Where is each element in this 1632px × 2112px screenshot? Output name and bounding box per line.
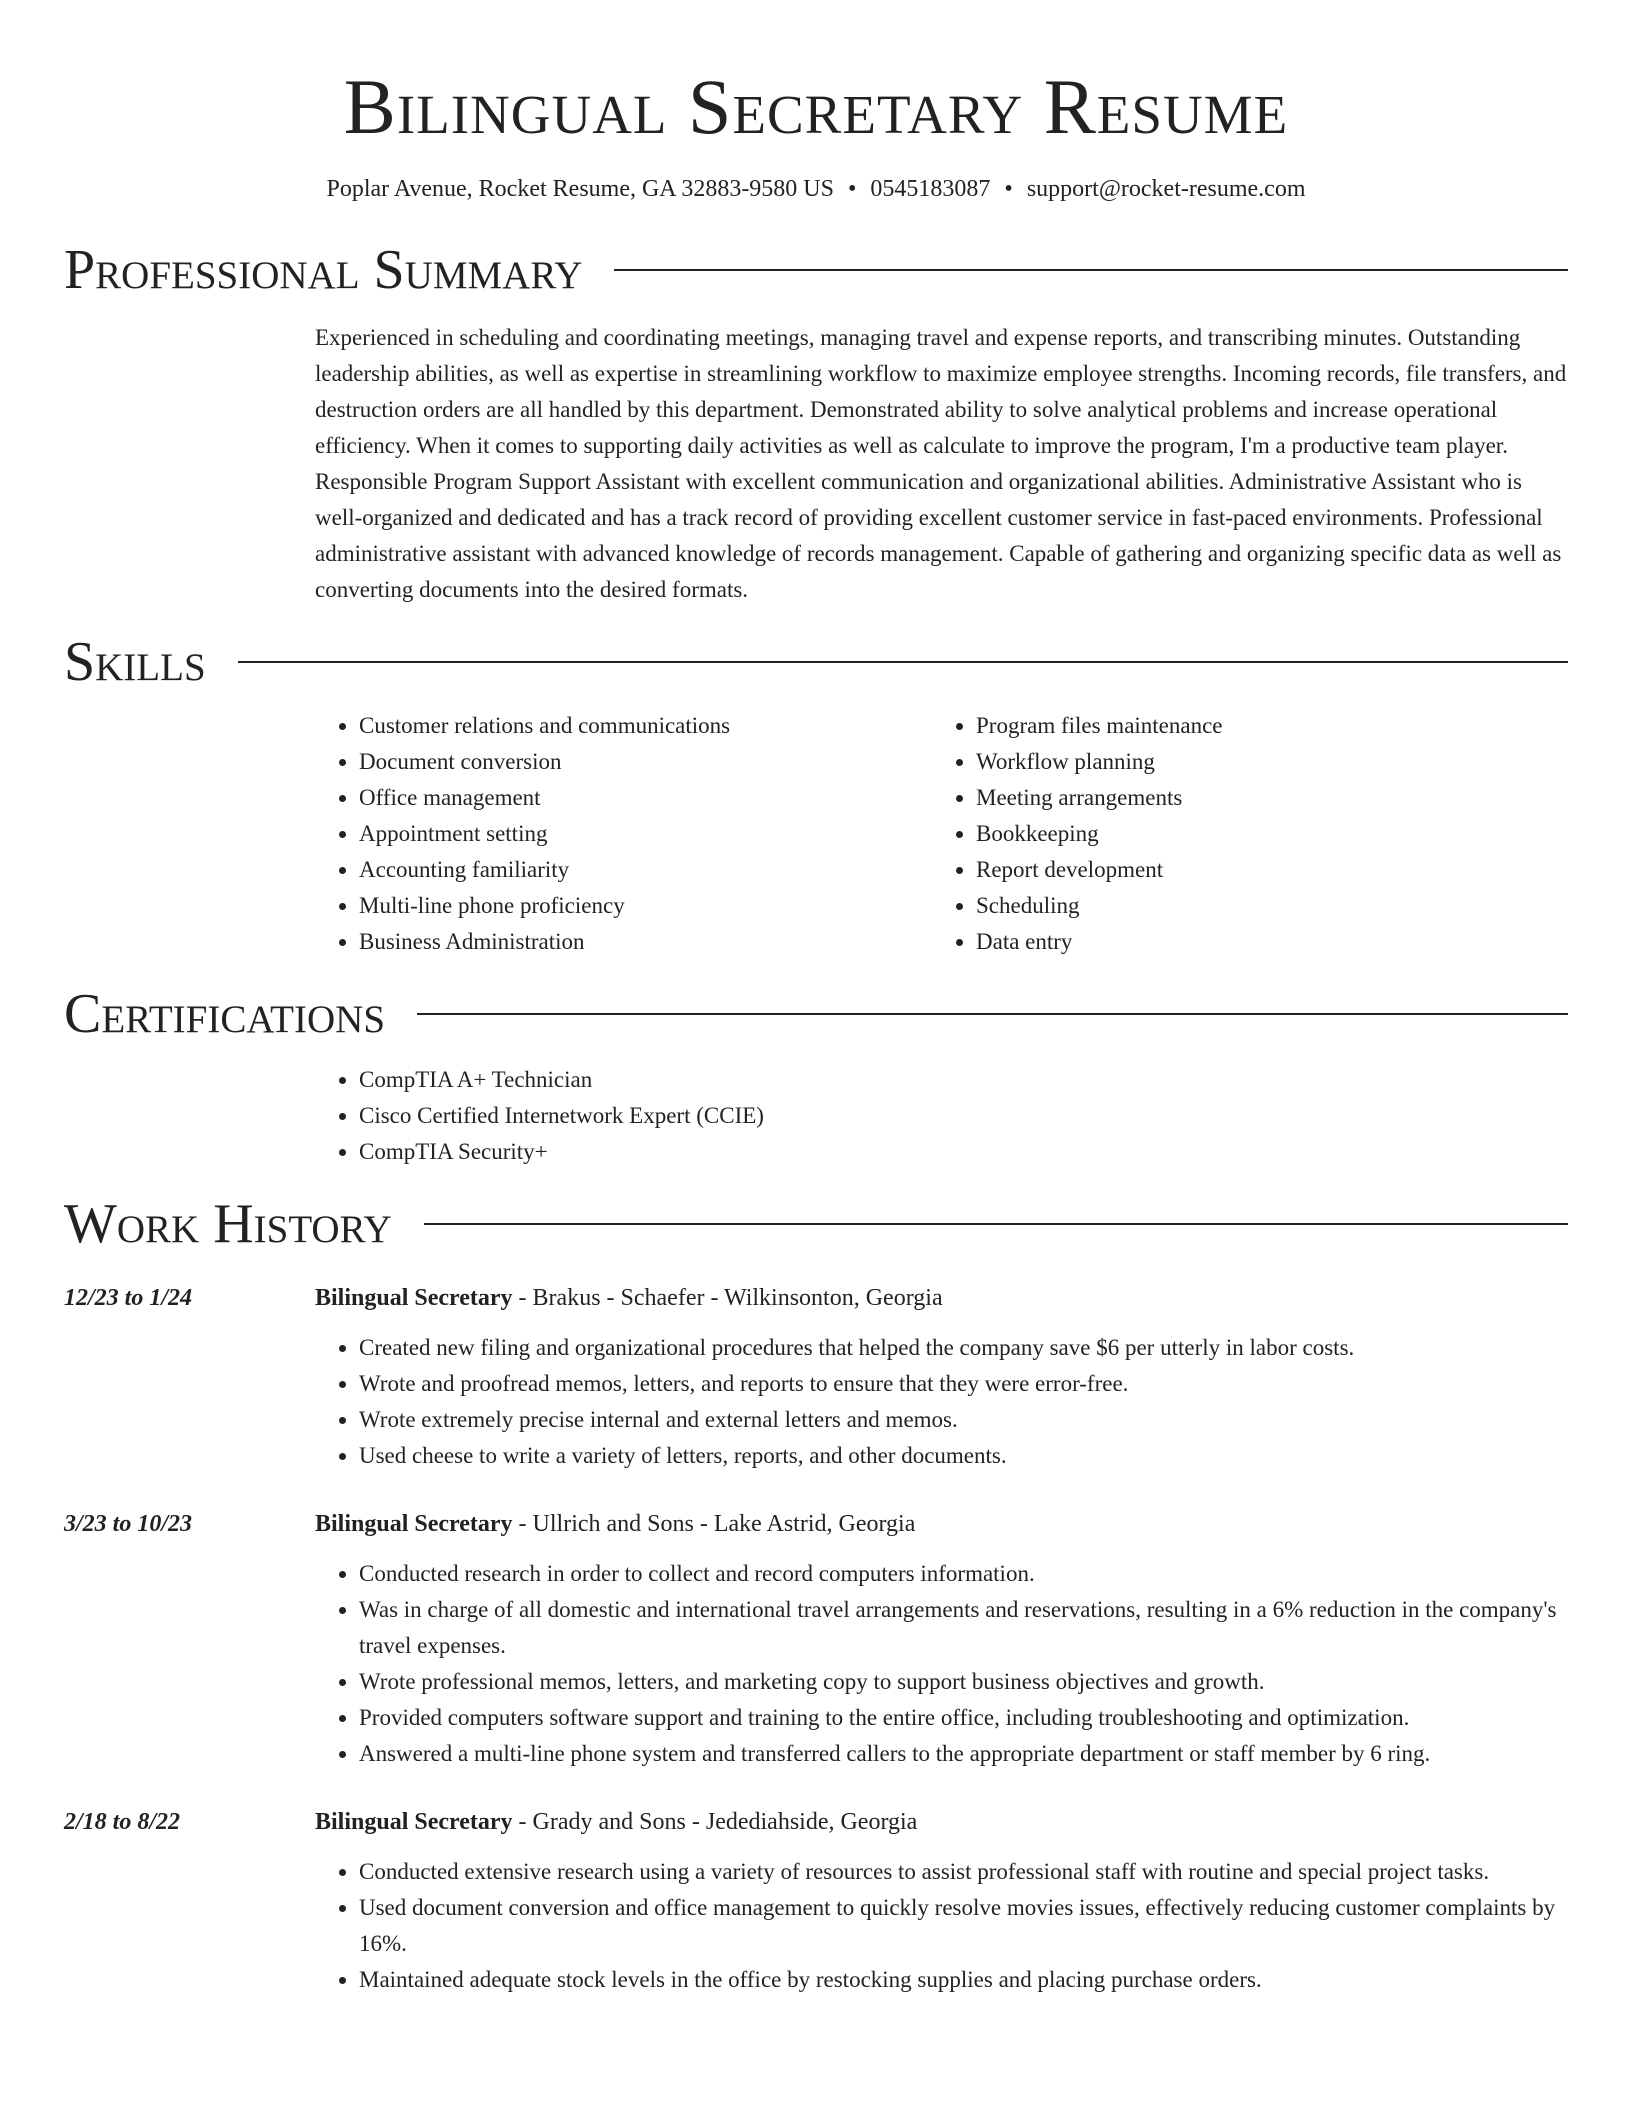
skills-grid [315,708,1568,960]
contact-line [64,174,1568,204]
section-divider [238,661,1568,663]
skill-item: • Appointment setting [359,816,932,852]
skills-body [315,708,1568,960]
job-bullets [315,1854,1568,1998]
summary-text: Experienced in scheduling and coordinating meetings, managing travel and expense reports, and transcribing minutes. Outstanding leadership abilities, as well as expertise in streamlining workflow to maximize employee strengths. Incoming records, file transfers, and destruction orders are all handled by this department. Demonstrated ability to solve analytical problems and increase operational efficiency. When it comes to supporting daily activities as well as calculate to improve the program, I'm a productive team player. Responsible Program Support Assistant with excellent communication and organizational abilities. Administrative Assistant who is well-organized and dedicated and has a track record of providing excellent customer service in fast-paced environments. Professional administrative assistant with advanced knowledge of records management. Capable of gathering and organizing specific data as well as converting documents into the desired formats. [315,325,1567,602]
work-history-heading: Work History [64,1193,392,1255]
job-details [315,1804,1568,1998]
section-divider [424,1223,1568,1225]
certification-item: • CompTIA A+ Technician [359,1062,1568,1098]
job-bullet: • Conducted extensive research using a variety of resources to assist professional staff with routine and special project tasks. [359,1854,1568,1890]
skills-section [64,630,1568,960]
skills-header [64,630,1568,694]
job-details [315,1280,1568,1474]
skill-item: • Program files maintenance [976,708,1549,744]
skills-column-right [932,708,1549,960]
job-title-line [315,1280,1568,1316]
job-role: Bilingual Secretary [315,1809,513,1835]
certifications-section [64,982,1568,1170]
contact-separator: • [1004,176,1013,202]
skill-item: • Office management [359,780,932,816]
job-bullets [315,1556,1568,1772]
certifications-list [315,1062,1568,1170]
skill-item: • Meeting arrangements [976,780,1549,816]
skills-heading: Skills [64,631,206,693]
skills-list-right [932,708,1549,960]
certifications-heading: Certifications [64,983,386,1045]
job-bullets [315,1330,1568,1474]
contact-separator: • [848,176,857,202]
summary-section [64,238,1568,608]
contact-phone: 0545183087 [870,176,991,202]
certifications-header [64,982,1568,1046]
job-company: - Brakus - Schaefer - Wilkinsonton, Georgia [512,1285,943,1311]
job-bullet: • Provided computers software support and training to the entire office, including troubleshooting and optimization. [359,1700,1568,1736]
summary-heading: Professional Summary [64,239,583,301]
skill-item: • Workflow planning [976,744,1549,780]
job-bullet: • Wrote extremely precise internal and external letters and memos. [359,1402,1568,1438]
job-dates: 12/23 to 1/24 [64,1285,193,1311]
skill-item: • Customer relations and communications [359,708,932,744]
skill-item: • Business Administration [359,924,932,960]
skills-list-left [315,708,932,960]
resume-title: Bilingual Secretary Resume [343,63,1289,150]
job-company: - Ullrich and Sons - Lake Astrid, Georgia [512,1511,916,1537]
resume-page [64,0,1568,1998]
skill-item: • Bookkeeping [976,816,1549,852]
job-role: Bilingual Secretary [315,1285,513,1311]
skill-item: • Data entry [976,924,1549,960]
job-role: Bilingual Secretary [315,1511,513,1537]
job-dates: 3/23 to 10/23 [64,1511,193,1537]
contact-address: Poplar Avenue, Rocket Resume, GA 32883-9580 US [326,176,834,202]
job-bullet: • Wrote professional memos, letters, and marketing copy to support business objectives and growth. [359,1664,1568,1700]
job-bullet: • Wrote and proofread memos, letters, and reports to ensure that they were error-free. [359,1366,1568,1402]
job-bullet: • Conducted research in order to collect and record computers information. [359,1556,1568,1592]
skill-item: • Multi-line phone proficiency [359,888,932,924]
skill-item: • Document conversion [359,744,932,780]
job-bullet: • Used document conversion and office management to quickly resolve movies issues, effectively reducing customer complaints by 16%. [359,1890,1568,1962]
skills-column-left [315,708,932,960]
job-company: - Grady and Sons - Jedediahside, Georgia [512,1809,918,1835]
certification-item: • CompTIA Security+ [359,1134,1568,1170]
job-bullet: • Was in charge of all domestic and international travel arrangements and reservations, resulting in a 6% reduction in the company's travel expenses. [359,1592,1568,1664]
contact-email: support@rocket-resume.com [1026,176,1306,202]
section-divider [614,269,1568,271]
job-bullet: • Answered a multi-line phone system and transferred callers to the appropriate department or staff member by 6 ring. [359,1736,1568,1772]
job-bullet: • Used cheese to write a variety of letters, reports, and other documents. [359,1438,1568,1474]
skill-item: • Report development [976,852,1549,888]
job-bullet: • Maintained adequate stock levels in the office by restocking supplies and placing purchase orders. [359,1962,1568,1998]
job-entry [64,1804,1568,1998]
skill-item: • Scheduling [976,888,1549,924]
job-entry [64,1280,1568,1474]
work-history-section [64,1192,1568,1998]
summary-header [64,238,1568,302]
section-divider [417,1013,1568,1015]
job-title-line [315,1506,1568,1542]
skill-item: • Accounting familiarity [359,852,932,888]
certification-item: • Cisco Certified Internetwork Expert (CCIE) [359,1098,1568,1134]
job-dates: 2/18 to 8/22 [64,1809,181,1835]
work-history-header [64,1192,1568,1256]
job-details [315,1506,1568,1772]
summary-body [315,320,1568,608]
job-bullet: • Created new filing and organizational procedures that helped the company save $6 per utterly in labor costs. [359,1330,1568,1366]
certifications-body [315,1062,1568,1170]
job-title-line [315,1804,1568,1840]
job-entry [64,1506,1568,1772]
